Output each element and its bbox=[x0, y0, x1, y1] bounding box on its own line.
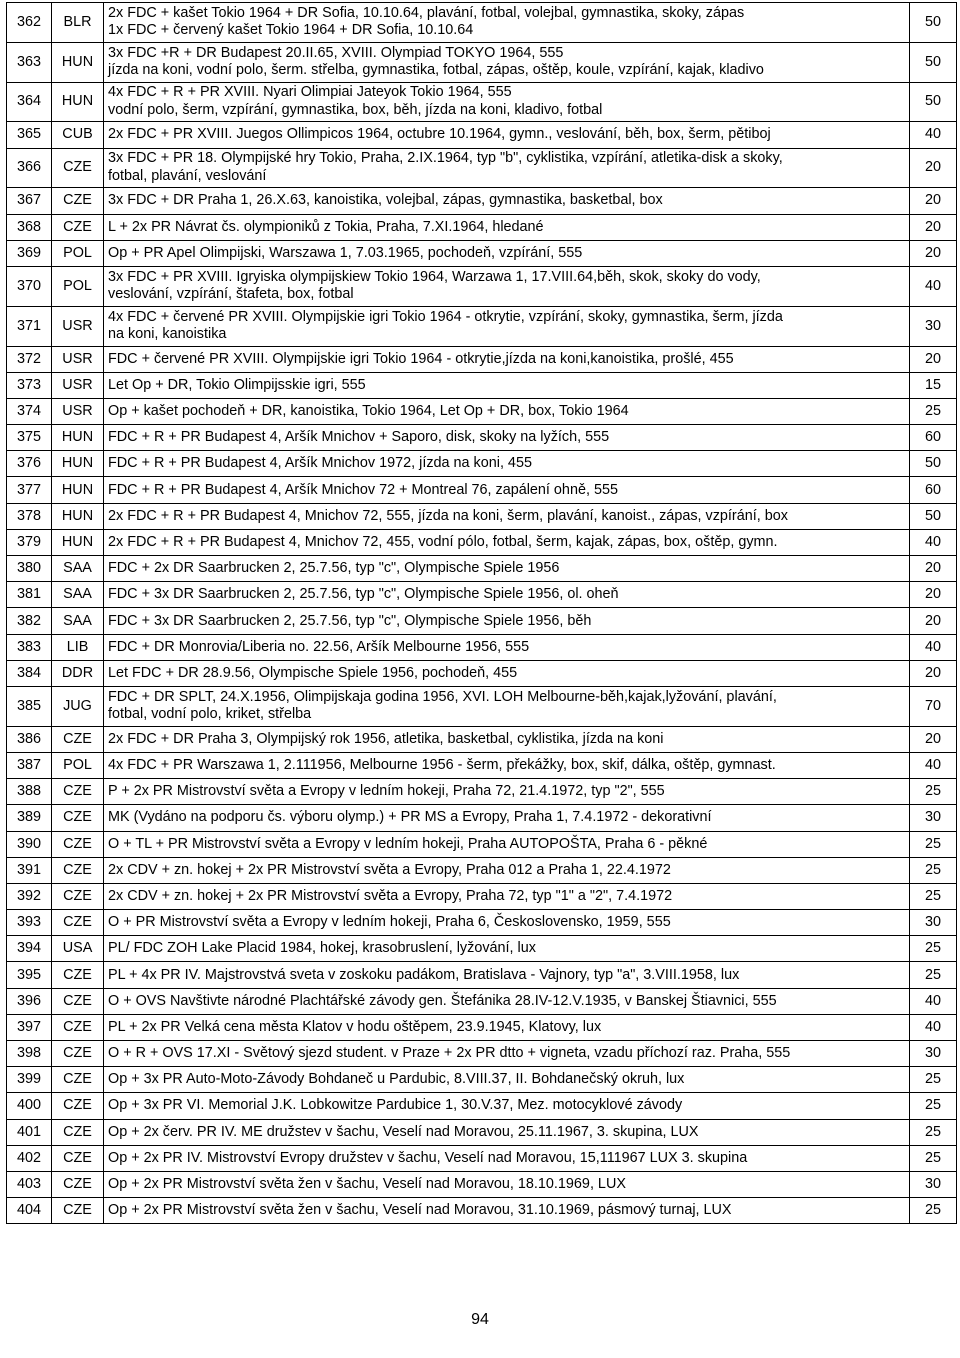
item-description: 4x FDC + červené PR XVIII. Olympijskie igri Tokio 1964 - otkrytie, vzpírání, skoky, gymnastika, šerm, jízda na koni, kanoistika bbox=[104, 306, 910, 346]
table-row bbox=[7, 556, 957, 582]
country-code: HUN bbox=[52, 503, 104, 529]
lot-number: 371 bbox=[7, 306, 52, 346]
country-code: DDR bbox=[52, 660, 104, 686]
country-code: CZE bbox=[52, 1041, 104, 1067]
lot-number: 397 bbox=[7, 1014, 52, 1040]
country-code: POL bbox=[52, 266, 104, 306]
table-row bbox=[7, 752, 957, 778]
lot-number: 370 bbox=[7, 266, 52, 306]
item-description: 2x FDC + DR Praha 3, Olympijský rok 1956, atletika, basketbal, cyklistika, jízda na koni bbox=[104, 726, 910, 752]
table-row bbox=[7, 1041, 957, 1067]
table-row bbox=[7, 857, 957, 883]
item-description: O + PR Mistrovství světa a Evropy v ledním hokeji, Praha 6, Československo, 1959, 555 bbox=[104, 910, 910, 936]
catalog-body bbox=[7, 3, 957, 1224]
item-description: Op + PR Apel Olimpijski, Warszawa 1, 7.03.1965, pochodeň, vzpírání, 555 bbox=[104, 240, 910, 266]
item-description: 2x FDC + kašet Tokio 1964 + DR Sofia, 10.10.64, plavání, fotbal, volejbal, gymnastika, skoky, zápas 1x FDC + červený kašet Tokio 1964 + DR Sofia, 10.10.64 bbox=[104, 3, 910, 43]
item-price: 25 bbox=[910, 1198, 957, 1224]
lot-number: 373 bbox=[7, 372, 52, 398]
lot-number: 368 bbox=[7, 214, 52, 240]
catalog-table bbox=[6, 2, 957, 1224]
country-code: BLR bbox=[52, 3, 104, 43]
item-price: 20 bbox=[910, 214, 957, 240]
lot-number: 398 bbox=[7, 1041, 52, 1067]
country-code: CZE bbox=[52, 1119, 104, 1145]
table-row bbox=[7, 398, 957, 424]
lot-number: 400 bbox=[7, 1093, 52, 1119]
lot-number: 392 bbox=[7, 883, 52, 909]
item-price: 50 bbox=[910, 503, 957, 529]
country-code: CZE bbox=[52, 1014, 104, 1040]
country-code: JUG bbox=[52, 686, 104, 726]
country-code: CZE bbox=[52, 1093, 104, 1119]
item-description: 3x FDC + PR 18. Olympijské hry Tokio, Praha, 2.IX.1964, typ "b", cyklistika, vzpírání, atletika-disk a skoky, fotbal, plavání, veslování bbox=[104, 148, 910, 188]
country-code: HUN bbox=[52, 425, 104, 451]
country-code: HUN bbox=[52, 42, 104, 82]
item-price: 30 bbox=[910, 1041, 957, 1067]
table-row bbox=[7, 726, 957, 752]
table-row bbox=[7, 1093, 957, 1119]
lot-number: 396 bbox=[7, 988, 52, 1014]
item-description: Let FDC + DR 28.9.56, Olympische Spiele 1956, pochodeň, 455 bbox=[104, 660, 910, 686]
item-description: 2x CDV + zn. hokej + 2x PR Mistrovství světa a Evropy, Praha 72, typ "1" a "2", 7.4.1972 bbox=[104, 883, 910, 909]
item-price: 25 bbox=[910, 1145, 957, 1171]
country-code: SAA bbox=[52, 556, 104, 582]
item-description: Op + 2x PR Mistrovství světa žen v šachu, Veselí nad Moravou, 18.10.1969, LUX bbox=[104, 1171, 910, 1197]
item-description: Op + 2x PR Mistrovství světa žen v šachu, Veselí nad Moravou, 31.10.1969, pásmový turnaj, LUX bbox=[104, 1198, 910, 1224]
country-code: USR bbox=[52, 346, 104, 372]
country-code: CZE bbox=[52, 779, 104, 805]
country-code: HUN bbox=[52, 477, 104, 503]
item-price: 25 bbox=[910, 398, 957, 424]
item-price: 40 bbox=[910, 988, 957, 1014]
lot-number: 363 bbox=[7, 42, 52, 82]
item-price: 30 bbox=[910, 306, 957, 346]
table-row bbox=[7, 1067, 957, 1093]
item-description: Op + 2x červ. PR IV. ME družstev v šachu, Veselí nad Moravou, 25.11.1967, 3. skupina, LUX bbox=[104, 1119, 910, 1145]
lot-number: 367 bbox=[7, 188, 52, 214]
table-row bbox=[7, 910, 957, 936]
item-price: 50 bbox=[910, 3, 957, 43]
lot-number: 380 bbox=[7, 556, 52, 582]
item-description: O + TL + PR Mistrovství světa a Evropy v ledním hokeji, Praha AUTOPOŠTA, Praha 6 - pěkné bbox=[104, 831, 910, 857]
item-description: P + 2x PR Mistrovství světa a Evropy v ledním hokeji, Praha 72, 21.4.1972, typ "2", 555 bbox=[104, 779, 910, 805]
country-code: CZE bbox=[52, 910, 104, 936]
lot-number: 372 bbox=[7, 346, 52, 372]
table-row bbox=[7, 988, 957, 1014]
table-row bbox=[7, 529, 957, 555]
lot-number: 362 bbox=[7, 3, 52, 43]
item-price: 20 bbox=[910, 188, 957, 214]
item-price: 70 bbox=[910, 686, 957, 726]
table-row bbox=[7, 1198, 957, 1224]
lot-number: 369 bbox=[7, 240, 52, 266]
country-code: USR bbox=[52, 372, 104, 398]
country-code: USR bbox=[52, 306, 104, 346]
lot-number: 395 bbox=[7, 962, 52, 988]
item-price: 60 bbox=[910, 477, 957, 503]
lot-number: 364 bbox=[7, 82, 52, 122]
table-row bbox=[7, 1014, 957, 1040]
item-description: FDC + DR Monrovia/Liberia no. 22.56, Aršík Melbourne 1956, 555 bbox=[104, 634, 910, 660]
table-row bbox=[7, 1171, 957, 1197]
item-price: 25 bbox=[910, 857, 957, 883]
country-code: CZE bbox=[52, 805, 104, 831]
item-description: O + R + OVS 17.XI - Světový sjezd student. v Praze + 2x PR dtto + vigneta, vzadu příchozí raz. Praha, 555 bbox=[104, 1041, 910, 1067]
item-price: 60 bbox=[910, 425, 957, 451]
table-row bbox=[7, 634, 957, 660]
item-price: 40 bbox=[910, 122, 957, 148]
country-code: CZE bbox=[52, 188, 104, 214]
item-price: 25 bbox=[910, 962, 957, 988]
item-price: 40 bbox=[910, 752, 957, 778]
country-code: HUN bbox=[52, 529, 104, 555]
lot-number: 386 bbox=[7, 726, 52, 752]
item-price: 25 bbox=[910, 779, 957, 805]
item-description: 3x FDC +R + DR Budapest 20.II.65, XVIII. Olympiad TOKYO 1964, 555 jízda na koni, vodní polo, šerm. střelba, gymnastika, fotbal, zápas, oštěp, koule, vzpírání, kajak, kladivo bbox=[104, 42, 910, 82]
country-code: CZE bbox=[52, 726, 104, 752]
item-price: 50 bbox=[910, 42, 957, 82]
item-description: Op + kašet pochodeň + DR, kanoistika, Tokio 1964, Let Op + DR, box, Tokio 1964 bbox=[104, 398, 910, 424]
item-price: 20 bbox=[910, 346, 957, 372]
item-price: 20 bbox=[910, 240, 957, 266]
lot-number: 382 bbox=[7, 608, 52, 634]
item-price: 20 bbox=[910, 582, 957, 608]
item-description: 2x FDC + R + PR Budapest 4, Mnichov 72, 555, jízda na koni, šerm, plavání, kanoist., zápas, vzpírání, box bbox=[104, 503, 910, 529]
table-row bbox=[7, 831, 957, 857]
country-code: CZE bbox=[52, 1171, 104, 1197]
lot-number: 402 bbox=[7, 1145, 52, 1171]
country-code: CZE bbox=[52, 1067, 104, 1093]
item-price: 30 bbox=[910, 805, 957, 831]
table-row bbox=[7, 582, 957, 608]
table-row bbox=[7, 42, 957, 82]
item-description: Let Op + DR, Tokio Olimpijsskie igri, 555 bbox=[104, 372, 910, 398]
item-description: 3x FDC + DR Praha 1, 26.X.63, kanoistika, volejbal, zápas, gymnastika, basketbal, box bbox=[104, 188, 910, 214]
item-description: FDC + R + PR Budapest 4, Aršík Mnichov 1972, jízda na koni, 455 bbox=[104, 451, 910, 477]
table-row bbox=[7, 779, 957, 805]
item-description: 4x FDC + R + PR XVIII. Nyari Olimpiai Jateyok Tokio 1964, 555 vodní polo, šerm, vzpírání, gymnastika, box, běh, jízda na koni, kladivo, fotbal bbox=[104, 82, 910, 122]
table-row bbox=[7, 372, 957, 398]
item-price: 20 bbox=[910, 148, 957, 188]
country-code: CZE bbox=[52, 988, 104, 1014]
country-code: HUN bbox=[52, 82, 104, 122]
lot-number: 381 bbox=[7, 582, 52, 608]
item-description: FDC + DR SPLT, 24.X.1956, Olimpijskaja godina 1956, XVI. LOH Melbourne-běh,kajak,lyžování, plavání, fotbal, vodní polo, kriket, střelba bbox=[104, 686, 910, 726]
item-description: 3x FDC + PR XVIII. Igryiska olympijskiew Tokio 1964, Warzawa 1, 17.VIII.64,běh, skok, skoky do vody, veslování, vzpírání, štafeta, box, fotbal bbox=[104, 266, 910, 306]
country-code: USR bbox=[52, 398, 104, 424]
item-description: 4x FDC + PR Warszawa 1, 2.111956, Melbourne 1956 - šerm, překážky, box, skif, dálka, oštěp, gymnast. bbox=[104, 752, 910, 778]
table-row bbox=[7, 686, 957, 726]
country-code: POL bbox=[52, 752, 104, 778]
item-price: 20 bbox=[910, 608, 957, 634]
item-description: FDC + červené PR XVIII. Olympijskie igri Tokio 1964 - otkrytie,jízda na koni,kanoistika, prošlé, 455 bbox=[104, 346, 910, 372]
country-code: CZE bbox=[52, 962, 104, 988]
country-code: CZE bbox=[52, 857, 104, 883]
table-row bbox=[7, 936, 957, 962]
lot-number: 379 bbox=[7, 529, 52, 555]
country-code: SAA bbox=[52, 608, 104, 634]
item-price: 25 bbox=[910, 831, 957, 857]
table-row bbox=[7, 3, 957, 43]
country-code: USA bbox=[52, 936, 104, 962]
table-row bbox=[7, 82, 957, 122]
lot-number: 401 bbox=[7, 1119, 52, 1145]
country-code: CUB bbox=[52, 122, 104, 148]
lot-number: 393 bbox=[7, 910, 52, 936]
item-description: FDC + R + PR Budapest 4, Aršík Mnichov + Saporo, disk, skoky na lyžích, 555 bbox=[104, 425, 910, 451]
lot-number: 378 bbox=[7, 503, 52, 529]
lot-number: 391 bbox=[7, 857, 52, 883]
item-price: 20 bbox=[910, 660, 957, 686]
item-description: O + OVS Navštivte národné Plachtářské závody gen. Štefánika 28.IV-12.V.1935, v Banskej Štiavnici, 555 bbox=[104, 988, 910, 1014]
item-price: 20 bbox=[910, 556, 957, 582]
table-row bbox=[7, 451, 957, 477]
item-description: FDC + 3x DR Saarbrucken 2, 25.7.56, typ "c", Olympische Spiele 1956, ol. oheň bbox=[104, 582, 910, 608]
item-price: 40 bbox=[910, 266, 957, 306]
lot-number: 389 bbox=[7, 805, 52, 831]
lot-number: 388 bbox=[7, 779, 52, 805]
country-code: SAA bbox=[52, 582, 104, 608]
item-description: 2x FDC + PR XVIII. Juegos Ollimpicos 1964, octubre 10.1964, gymn., veslování, běh, box, šerm, pětiboj bbox=[104, 122, 910, 148]
table-row bbox=[7, 188, 957, 214]
item-description: 2x CDV + zn. hokej + 2x PR Mistrovství světa a Evropy, Praha 012 a Praha 1, 22.4.1972 bbox=[104, 857, 910, 883]
table-row bbox=[7, 805, 957, 831]
table-row bbox=[7, 214, 957, 240]
item-description: FDC + R + PR Budapest 4, Aršík Mnichov 72 + Montreal 76, zapálení ohně, 555 bbox=[104, 477, 910, 503]
lot-number: 403 bbox=[7, 1171, 52, 1197]
lot-number: 376 bbox=[7, 451, 52, 477]
item-price: 30 bbox=[910, 1171, 957, 1197]
lot-number: 375 bbox=[7, 425, 52, 451]
item-price: 25 bbox=[910, 1119, 957, 1145]
table-row bbox=[7, 306, 957, 346]
item-description: 2x FDC + R + PR Budapest 4, Mnichov 72, 455, vodní pólo, fotbal, šerm, kajak, zápas, box, oštěp, gymn. bbox=[104, 529, 910, 555]
item-price: 25 bbox=[910, 883, 957, 909]
item-price: 40 bbox=[910, 1014, 957, 1040]
lot-number: 374 bbox=[7, 398, 52, 424]
item-description: PL + 4x PR IV. Majstrovstvá sveta v zoskoku padákom, Bratislava - Vajnory, typ "a", 3.VIII.1958, lux bbox=[104, 962, 910, 988]
item-description: MK (Vydáno na podporu čs. výboru olymp.) + PR MS a Evropy, Praha 1, 7.4.1972 - dekorativní bbox=[104, 805, 910, 831]
table-row bbox=[7, 1145, 957, 1171]
item-description: Op + 3x PR VI. Memorial J.K. Lobkowitze Pardubice 1, 30.V.37, Mez. motocyklové závody bbox=[104, 1093, 910, 1119]
item-description: FDC + 2x DR Saarbrucken 2, 25.7.56, typ "c", Olympische Spiele 1956 bbox=[104, 556, 910, 582]
item-description: PL/ FDC ZOH Lake Placid 1984, hokej, krasobruslení, lyžování, lux bbox=[104, 936, 910, 962]
item-price: 40 bbox=[910, 529, 957, 555]
lot-number: 394 bbox=[7, 936, 52, 962]
country-code: CZE bbox=[52, 883, 104, 909]
item-price: 25 bbox=[910, 936, 957, 962]
lot-number: 365 bbox=[7, 122, 52, 148]
lot-number: 366 bbox=[7, 148, 52, 188]
item-price: 15 bbox=[910, 372, 957, 398]
lot-number: 387 bbox=[7, 752, 52, 778]
table-row bbox=[7, 608, 957, 634]
lot-number: 390 bbox=[7, 831, 52, 857]
country-code: CZE bbox=[52, 1198, 104, 1224]
item-price: 50 bbox=[910, 82, 957, 122]
page-number: 94 bbox=[471, 1311, 489, 1328]
table-row bbox=[7, 883, 957, 909]
item-price: 25 bbox=[910, 1067, 957, 1093]
item-price: 30 bbox=[910, 910, 957, 936]
item-price: 40 bbox=[910, 634, 957, 660]
table-row bbox=[7, 346, 957, 372]
lot-number: 383 bbox=[7, 634, 52, 660]
country-code: CZE bbox=[52, 1145, 104, 1171]
table-row bbox=[7, 503, 957, 529]
lot-number: 377 bbox=[7, 477, 52, 503]
lot-number: 384 bbox=[7, 660, 52, 686]
item-price: 25 bbox=[910, 1093, 957, 1119]
table-row bbox=[7, 962, 957, 988]
country-code: POL bbox=[52, 240, 104, 266]
lot-number: 399 bbox=[7, 1067, 52, 1093]
item-price: 50 bbox=[910, 451, 957, 477]
country-code: CZE bbox=[52, 831, 104, 857]
table-row bbox=[7, 477, 957, 503]
country-code: LIB bbox=[52, 634, 104, 660]
country-code: CZE bbox=[52, 148, 104, 188]
table-row bbox=[7, 660, 957, 686]
table-row bbox=[7, 240, 957, 266]
lot-number: 404 bbox=[7, 1198, 52, 1224]
table-row bbox=[7, 148, 957, 188]
country-code: HUN bbox=[52, 451, 104, 477]
table-row bbox=[7, 1119, 957, 1145]
lot-number: 385 bbox=[7, 686, 52, 726]
country-code: CZE bbox=[52, 214, 104, 240]
table-row bbox=[7, 266, 957, 306]
item-description: Op + 3x PR Auto-Moto-Závody Bohdaneč u Pardubic, 8.VIII.37, II. Bohdanečský okruh, lux bbox=[104, 1067, 910, 1093]
table-row bbox=[7, 425, 957, 451]
item-description: FDC + 3x DR Saarbrucken 2, 25.7.56, typ "c", Olympische Spiele 1956, běh bbox=[104, 608, 910, 634]
item-price: 20 bbox=[910, 726, 957, 752]
table-row bbox=[7, 122, 957, 148]
item-description: L + 2x PR Návrat čs. olympioniků z Tokia, Praha, 7.XI.1964, hledané bbox=[104, 214, 910, 240]
item-description: Op + 2x PR IV. Mistrovství Evropy družstev v šachu, Veselí nad Moravou, 15,111967 LUX 3. skupina bbox=[104, 1145, 910, 1171]
item-description: PL + 2x PR Velká cena města Klatov v hodu oštěpem, 23.9.1945, Klatovy, lux bbox=[104, 1014, 910, 1040]
